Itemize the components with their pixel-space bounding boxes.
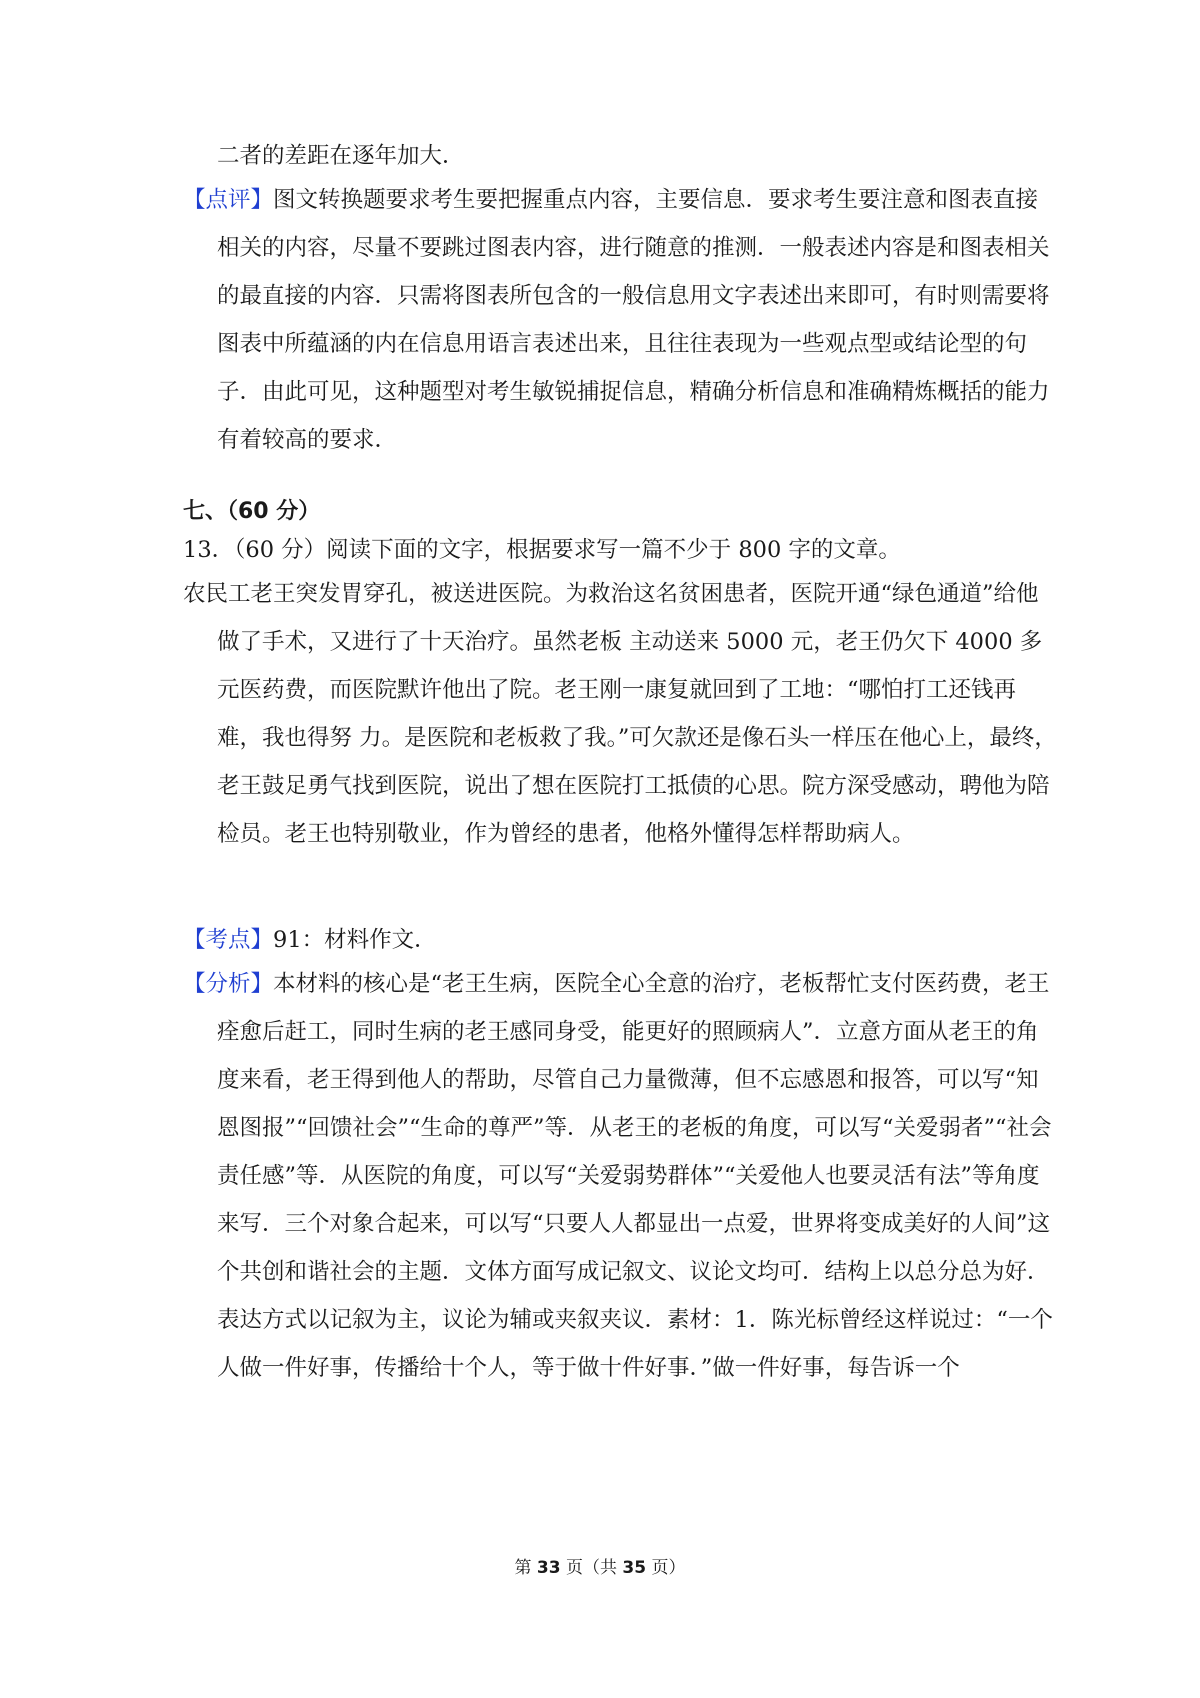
continuation-line: 二者的差距在逐年加大．: [217, 143, 465, 169]
analysis-paragraph: [183, 960, 1057, 1392]
footer-prefix: 第: [514, 1558, 537, 1578]
question-material: 农民工老王突发胃穿孔，被送进医院。为救治这名贫困患者，医院开通“绿色通道”给他做了手术，又进行了十天治疗。虽然老板 主动送来 5000 元，老王仍欠下 4000 多元医药费，而医院默许他出了院。老王刚一康复就回到了工地：“哪怕打工还钱再难，我也得努 力。是医院和老板救了我。”可欠款还是像石头一样压在他心上，最终，老王鼓足勇气找到医院，说出了想在医院打工抵债的心思。院方深受感动，聘他为陪检员。老王也特别敬业，作为曾经的患者，他格外懂得怎样帮助病人。: [183, 581, 1057, 847]
footer-total-pages: 35: [622, 1558, 647, 1578]
comment-tag: 【点评】: [183, 187, 274, 213]
section-heading: 七、（60 分）: [183, 499, 321, 524]
comment-text: 图文转换题要求考生要把握重点内容，主要信息．要求考生要注意和图表直接相关的内容，尽量不要跳过图表内容，进行随意的推测．一般表述内容是和图表相关的最直接的内容．只需将图表所包含的一般信息用文字表述出来即可，有时则需要将图表中所蕴涵的内在信息用语言表述出来，且往往表现为一些观点型或结论型的句子．由此可见，这种题型对考生敏锐捕捉信息，精确分析信息和准确精炼概括的能力有着较高的要求．: [217, 187, 1050, 453]
footer-middle: 页（共: [560, 1558, 623, 1578]
analysis-tag: 【分析】: [183, 971, 274, 997]
footer-suffix: 页）: [646, 1558, 686, 1578]
footer-page-number: 33: [536, 1558, 561, 1578]
analysis-text: 本材料的核心是“老王生病，医院全心全意的治疗，老板帮忙支付医药费，老王痊愈后赶工，同时生病的老王感同身受，能更好的照顾病人”．立意方面从老王的角度来看，老王得到他人的帮助，尽管自己力量微薄，但不忘感恩和报答，可以写“知恩图报”“回馈社会”“生命的尊严”等．从老王的老板的角度，可以写“关爱弱者”“社会责任感”等．从医院的角度，可以写“关爱弱势群体”“关爱他人也要灵活有法”等角度来写．三个对象合起来，可以写“只要人人都显出一点爱，世界将变成美好的人间”这个共创和谐社会的主题．文体方面写成记叙文、议论文均可．结构上以总分总为好．表达方式以记叙为主，议论为辅或夹叙夹议．素材：1．陈光标曾经这样说过：“一个人做一件好事，传播给十个人，等于做十件好事．”做一件好事，每告诉一个: [217, 971, 1053, 1381]
page-footer: [0, 1553, 1200, 1578]
comment-paragraph: [183, 176, 1057, 464]
question-prompt: 13．（60 分）阅读下面的文字，根据要求写一篇不少于 800 字的文章。: [183, 537, 901, 563]
exam-point-text: 91：材料作文．: [273, 927, 437, 953]
exam-point-tag: 【考点】: [183, 927, 274, 953]
exam-point-paragraph: [183, 916, 1023, 964]
